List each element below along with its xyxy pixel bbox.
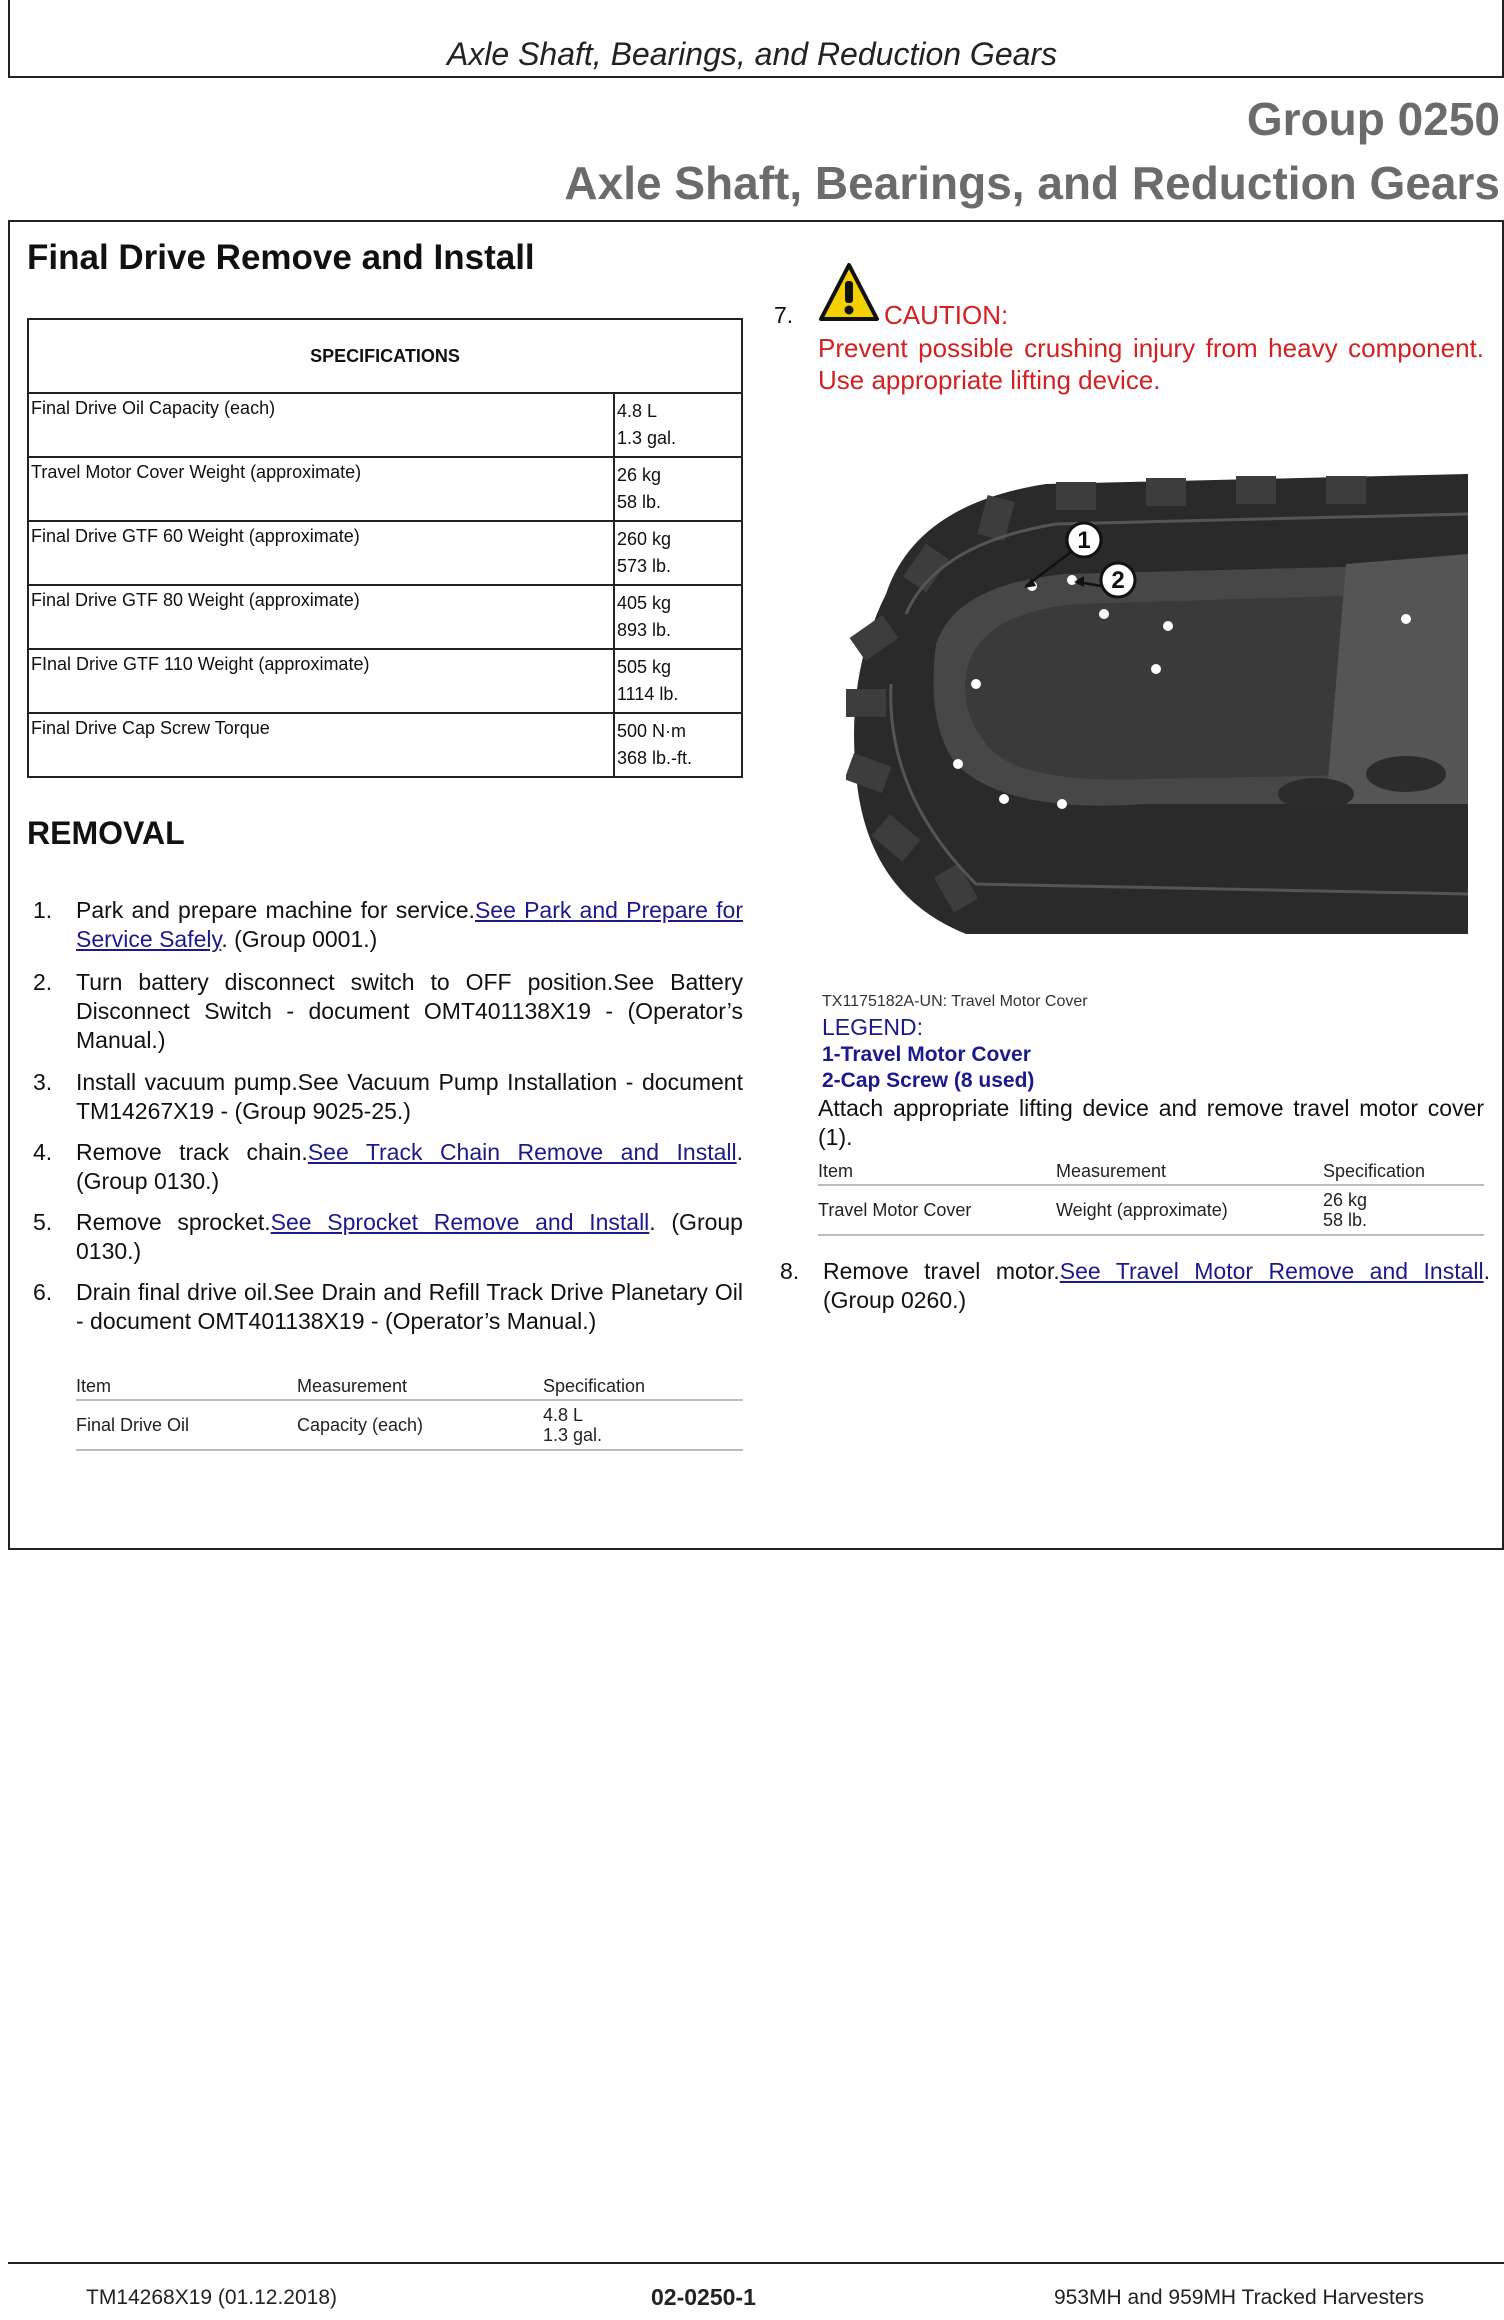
cell-item: Travel Motor Cover [818, 1185, 1056, 1235]
spec-value: 500 N·m 368 lb.-ft. [614, 713, 742, 777]
specifications-table [27, 318, 743, 778]
spec-row [28, 521, 742, 585]
removal-step [774, 1257, 1490, 1315]
travel-motor-link[interactable]: See Travel Motor Remove and Install [1059, 1258, 1484, 1284]
step-number: 7. [774, 302, 794, 328]
step-number: 2. [33, 969, 53, 995]
step-number: 1. [33, 897, 53, 923]
step-text: Drain final drive oil.See Drain and Refill Track Drive Planetary Oil - document OMT401138X19 - (Operator’s Manual.) [76, 1279, 743, 1334]
spec-value: 260 kg 573 lb. [614, 521, 742, 585]
callout-1: 1 [1077, 527, 1091, 554]
park-prepare-link[interactable]: See Park and Prepare for Service Safely [76, 897, 743, 952]
spec-row [28, 585, 742, 649]
specifications-heading: SPECIFICATIONS [28, 319, 742, 393]
step-number: 6. [33, 1279, 53, 1305]
track-chain-link[interactable]: See Track Chain Remove and Install [307, 1139, 737, 1165]
step-text: Remove travel motor. [823, 1258, 1060, 1284]
step-text-suffix: . (Group 0130.) [76, 1209, 743, 1264]
step-text: Turn battery disconnect switch to OFF position.See Battery Disconnect Switch - document OMT401138X19 - (Operator’s Manual.) [76, 969, 743, 1053]
spec-row [28, 393, 742, 457]
cell-measurement: Capacity (each) [297, 1400, 543, 1450]
spec-value: 26 kg 58 lb. [614, 457, 742, 521]
spec-row [28, 649, 742, 713]
step-text: Remove sprocket. [76, 1209, 271, 1235]
travel-motor-cover-table [818, 1161, 1484, 1236]
spec-label: Final Drive Cap Screw Torque [28, 713, 614, 777]
travel-motor-cover-illustration [846, 474, 1468, 938]
caution-label: CAUTION: [884, 300, 1009, 330]
removal-step [27, 1278, 743, 1336]
running-title: Axle Shaft, Bearings, and Reduction Gears [446, 36, 1058, 72]
cell-specification: 26 kg 58 lb. [1323, 1185, 1484, 1235]
spec-value: 4.8 L 1.3 gal. [614, 393, 742, 457]
step-text: Remove track chain. [76, 1139, 308, 1165]
column-header: Measurement [297, 1376, 543, 1400]
column-header: Item [818, 1161, 1056, 1185]
step-text-suffix: . (Group 0001.) [221, 926, 378, 952]
cell-specification: 4.8 L 1.3 gal. [543, 1400, 743, 1450]
spec-row [28, 713, 742, 777]
attach-instruction: Attach appropriate lifting device and remove travel motor cover (1). [818, 1095, 1484, 1150]
spec-label: FInal Drive GTF 110 Weight (approximate) [28, 649, 614, 713]
removal-step [27, 1138, 743, 1196]
column-header: Measurement [1056, 1161, 1323, 1185]
step-text: Park and prepare machine for service. [76, 897, 475, 923]
table-row [818, 1185, 1484, 1235]
legend-label: LEGEND: [822, 1014, 923, 1040]
footer-product-name: 953MH and 959MH Tracked Harvesters [1054, 2286, 1424, 2309]
spec-label: Final Drive GTF 80 Weight (approximate) [28, 585, 614, 649]
section-title: Final Drive Remove and Install [27, 238, 535, 277]
table-row [76, 1400, 743, 1450]
step-text: Install vacuum pump.See Vacuum Pump Installation - document TM14267X19 - (Group 9025-25.) [76, 1069, 743, 1124]
step-number: 8. [780, 1258, 800, 1284]
legend-item-1: 1-Travel Motor Cover [822, 1043, 1031, 1066]
sprocket-link[interactable]: See Sprocket Remove and Install [270, 1209, 650, 1235]
spec-label: Final Drive GTF 60 Weight (approximate) [28, 521, 614, 585]
step-text-suffix: . (Group 0130.) [76, 1139, 743, 1194]
oil-capacity-table [76, 1376, 743, 1451]
spec-value: 405 kg 893 lb. [614, 585, 742, 649]
step-number: 5. [33, 1209, 53, 1235]
step-text-suffix: . (Group 0260.) [823, 1258, 1490, 1313]
group-number: Group 0250 [1246, 93, 1500, 145]
column-header: Specification [543, 1376, 743, 1400]
cell-item: Final Drive Oil [76, 1400, 297, 1450]
footer-divider [8, 2262, 1504, 2264]
removal-heading: REMOVAL [27, 815, 185, 851]
caution-text: Prevent possible crushing injury from heavy component. Use appropriate lifting device. [818, 333, 1484, 395]
spec-value: 505 kg 1114 lb. [614, 649, 742, 713]
removal-step [27, 896, 743, 954]
removal-step [27, 1068, 743, 1126]
footer-page-number: 02-0250-1 [651, 2284, 756, 2310]
figure-caption: TX1175182A-UN: Travel Motor Cover [822, 993, 1088, 1010]
removal-step [27, 1208, 743, 1266]
step-number: 3. [33, 1069, 53, 1095]
column-header: Specification [1323, 1161, 1484, 1185]
legend-item-2: 2-Cap Screw (8 used) [822, 1069, 1035, 1092]
column-header: Item [76, 1376, 297, 1400]
cell-measurement: Weight (approximate) [1056, 1185, 1323, 1235]
group-title: Axle Shaft, Bearings, and Reduction Gears [564, 157, 1500, 209]
footer-document-id: TM14268X19 (01.12.2018) [86, 2286, 338, 2309]
removal-step [27, 968, 743, 1055]
spec-label: Travel Motor Cover Weight (approximate) [28, 457, 614, 521]
callout-2: 2 [1111, 567, 1125, 594]
warning-triangle-icon [818, 262, 880, 322]
step-number: 4. [33, 1139, 53, 1165]
spec-row [28, 457, 742, 521]
spec-label: Final Drive Oil Capacity (each) [28, 393, 614, 457]
